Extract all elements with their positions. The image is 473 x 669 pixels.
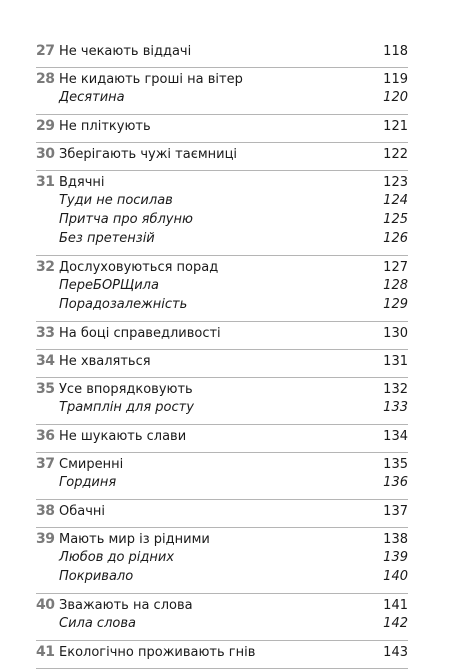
chapter-title: Екологічно проживають гнів bbox=[59, 645, 256, 660]
chapter-title: Не хваляться bbox=[59, 354, 151, 369]
chapter-number: 41 bbox=[36, 644, 55, 660]
subsection-page-number: 133 bbox=[383, 400, 408, 415]
toc-entry bbox=[36, 641, 408, 669]
chapter-row bbox=[36, 353, 408, 372]
page-number: 138 bbox=[383, 532, 408, 547]
chapter-row bbox=[36, 381, 408, 400]
chapter-title: Не кидають гроші на вітер bbox=[59, 72, 243, 87]
chapter-row bbox=[36, 644, 408, 663]
chapter-title: Зважають на слова bbox=[59, 598, 193, 613]
chapter-number: 31 bbox=[36, 174, 55, 190]
page-number: 121 bbox=[383, 119, 408, 134]
chapter-title: Не шукають слави bbox=[59, 429, 187, 444]
subsection-page-number: 142 bbox=[383, 616, 408, 631]
chapter-row bbox=[36, 146, 408, 165]
chapter-title: Не пліткують bbox=[59, 119, 151, 134]
toc-entry bbox=[36, 68, 408, 115]
toc-entry bbox=[36, 40, 408, 68]
subsection-page-number: 125 bbox=[383, 212, 408, 227]
chapter-title: Обачні bbox=[59, 504, 106, 519]
chapter-title: Вдячні bbox=[59, 175, 105, 190]
page-number: 135 bbox=[383, 457, 408, 472]
chapter-number: 27 bbox=[36, 43, 55, 59]
chapter-row bbox=[36, 503, 408, 522]
subsection-row bbox=[36, 475, 408, 494]
page-number: 143 bbox=[383, 645, 408, 660]
page-number: 134 bbox=[383, 429, 408, 444]
chapter-row bbox=[36, 531, 408, 550]
toc-entry bbox=[36, 256, 408, 322]
chapter-title: На боці справедливості bbox=[59, 326, 221, 341]
chapter-number: 28 bbox=[36, 71, 55, 87]
toc-entry bbox=[36, 322, 408, 350]
chapter-title: Дослуховуються порад bbox=[59, 260, 219, 275]
subsection-title: Трамплін для росту bbox=[59, 400, 194, 415]
subsection-title: Гординя bbox=[59, 475, 117, 490]
subsection-title: Туди не посилав bbox=[59, 193, 173, 208]
chapter-number: 37 bbox=[36, 456, 55, 472]
subsection-page-number: 129 bbox=[383, 297, 408, 312]
chapter-number: 33 bbox=[36, 325, 55, 341]
subsection-title: Притча про яблуню bbox=[59, 212, 193, 227]
subsection-row bbox=[36, 550, 408, 569]
subsection-row bbox=[36, 297, 408, 316]
toc-entry bbox=[36, 425, 408, 453]
chapter-number: 34 bbox=[36, 353, 55, 369]
subsection-title: Без претензій bbox=[59, 231, 155, 246]
chapter-row bbox=[36, 597, 408, 616]
toc-entry bbox=[36, 500, 408, 528]
subsection-row bbox=[36, 278, 408, 297]
chapter-row bbox=[36, 43, 408, 62]
table-of-contents bbox=[36, 40, 408, 669]
chapter-row bbox=[36, 174, 408, 193]
subsection-title: ПереБОРЩила bbox=[59, 278, 159, 293]
toc-entry bbox=[36, 594, 408, 641]
chapter-row bbox=[36, 428, 408, 447]
page-number: 122 bbox=[383, 147, 408, 162]
subsection-row bbox=[36, 90, 408, 109]
toc-entry bbox=[36, 115, 408, 143]
chapter-number: 39 bbox=[36, 531, 55, 547]
chapter-title: Мають мир із рідними bbox=[59, 532, 210, 547]
subsection-row bbox=[36, 193, 408, 212]
page-number: 132 bbox=[383, 382, 408, 397]
subsection-page-number: 120 bbox=[383, 90, 408, 105]
chapter-number: 32 bbox=[36, 259, 55, 275]
page-number: 118 bbox=[383, 44, 408, 59]
chapter-number: 38 bbox=[36, 503, 55, 519]
toc-entry bbox=[36, 143, 408, 171]
page-number: 127 bbox=[383, 260, 408, 275]
subsection-row bbox=[36, 212, 408, 231]
toc-entry bbox=[36, 171, 408, 256]
chapter-title: Усе впорядковують bbox=[59, 382, 193, 397]
subsection-row bbox=[36, 569, 408, 588]
subsection-title: Десятина bbox=[59, 90, 125, 105]
toc-entry bbox=[36, 378, 408, 425]
chapter-number: 29 bbox=[36, 118, 55, 134]
chapter-number: 36 bbox=[36, 428, 55, 444]
toc-entry bbox=[36, 453, 408, 500]
subsection-page-number: 128 bbox=[383, 278, 408, 293]
subsection-page-number: 136 bbox=[383, 475, 408, 490]
chapter-title: Не чекають віддачі bbox=[59, 44, 192, 59]
subsection-title: Покривало bbox=[59, 569, 134, 584]
subsection-title: Порадозалежність bbox=[59, 297, 188, 312]
subsection-row bbox=[36, 400, 408, 419]
chapter-number: 30 bbox=[36, 146, 55, 162]
page-number: 131 bbox=[383, 354, 408, 369]
subsection-row bbox=[36, 231, 408, 250]
subsection-page-number: 124 bbox=[383, 193, 408, 208]
subsection-page-number: 126 bbox=[383, 231, 408, 246]
page-number: 119 bbox=[383, 72, 408, 87]
chapter-row bbox=[36, 118, 408, 137]
page-number: 137 bbox=[383, 504, 408, 519]
page-number: 130 bbox=[383, 326, 408, 341]
chapter-number: 35 bbox=[36, 381, 55, 397]
page-number: 123 bbox=[383, 175, 408, 190]
chapter-row bbox=[36, 259, 408, 278]
subsection-title: Сила слова bbox=[59, 616, 136, 631]
chapter-row bbox=[36, 325, 408, 344]
subsection-page-number: 139 bbox=[383, 550, 408, 565]
toc-entry bbox=[36, 350, 408, 378]
subsection-page-number: 140 bbox=[383, 569, 408, 584]
subsection-row bbox=[36, 616, 408, 635]
chapter-number: 40 bbox=[36, 597, 55, 613]
chapter-row bbox=[36, 71, 408, 90]
subsection-title: Любов до рідних bbox=[59, 550, 175, 565]
chapter-title: Смиренні bbox=[59, 457, 124, 472]
chapter-title: Зберігають чужі таємниці bbox=[59, 147, 238, 162]
toc-entry bbox=[36, 528, 408, 594]
chapter-row bbox=[36, 456, 408, 475]
page-number: 141 bbox=[383, 598, 408, 613]
